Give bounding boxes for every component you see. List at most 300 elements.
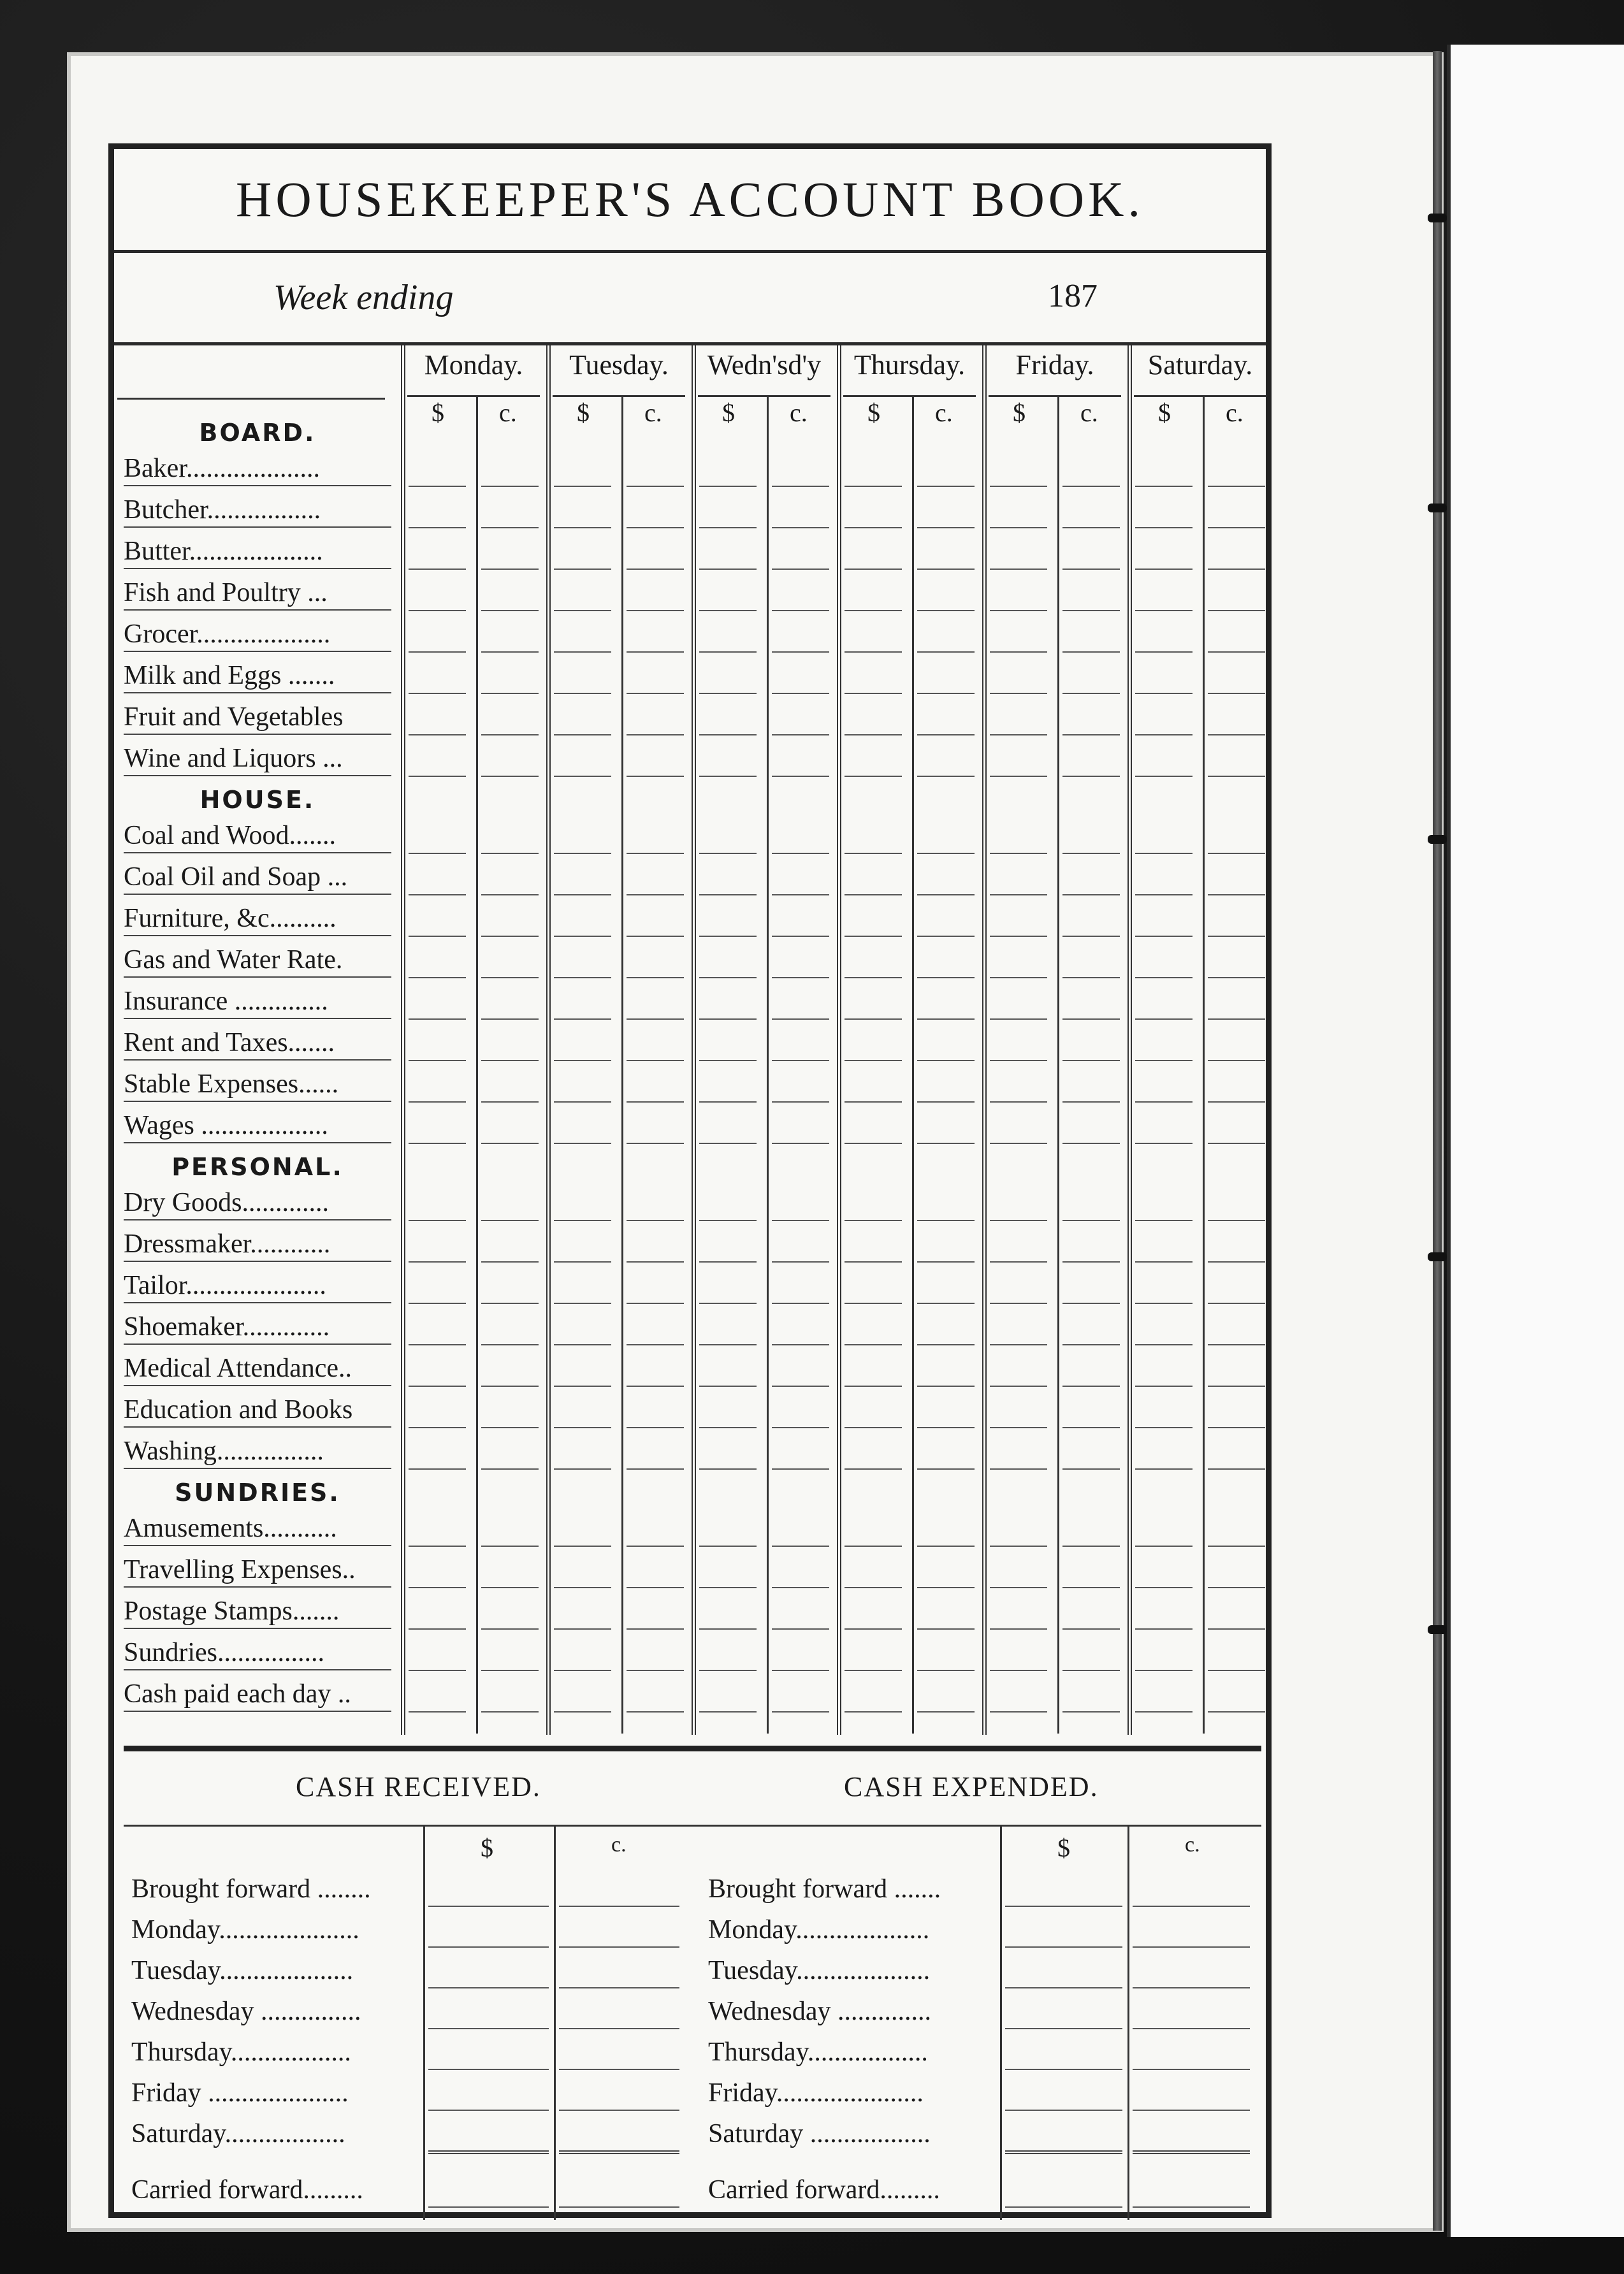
- dollar-entry-cell[interactable]: [554, 445, 611, 487]
- cents-entry-cell[interactable]: [1208, 1547, 1265, 1588]
- dollar-entry-cell[interactable]: [409, 1061, 466, 1103]
- dollar-entry-cell[interactable]: [990, 1061, 1047, 1103]
- cents-entry-cell[interactable]: [1208, 1428, 1265, 1470]
- dollar-entry-cell[interactable]: [699, 570, 757, 611]
- cents-entry-cell[interactable]: [1062, 854, 1120, 895]
- dollar-entry-cell[interactable]: [845, 487, 902, 528]
- dollar-entry-cell[interactable]: [699, 1505, 757, 1547]
- cents-entry-cell[interactable]: [917, 1180, 975, 1221]
- dollar-entry-cell[interactable]: [554, 611, 611, 653]
- cents-entry-cell[interactable]: [481, 611, 539, 653]
- cents-entry-cell[interactable]: [1208, 1505, 1265, 1547]
- cents-entry-cell[interactable]: [481, 1630, 539, 1671]
- cents-entry-cell[interactable]: [1062, 653, 1120, 694]
- dollar-entry-cell[interactable]: [409, 1505, 466, 1547]
- dollar-entry-cell[interactable]: [845, 1020, 902, 1061]
- cash-cents-cell[interactable]: [559, 2111, 679, 2154]
- cents-entry-cell[interactable]: [772, 487, 829, 528]
- dollar-entry-cell[interactable]: [990, 445, 1047, 487]
- dollar-entry-cell[interactable]: [554, 735, 611, 777]
- dollar-entry-cell[interactable]: [554, 528, 611, 570]
- dollar-entry-cell[interactable]: [845, 611, 902, 653]
- cents-entry-cell[interactable]: [1062, 1547, 1120, 1588]
- cents-entry-cell[interactable]: [1208, 445, 1265, 487]
- dollar-entry-cell[interactable]: [554, 694, 611, 735]
- dollar-entry-cell[interactable]: [1135, 570, 1193, 611]
- dollar-entry-cell[interactable]: [699, 854, 757, 895]
- cents-entry-cell[interactable]: [917, 1387, 975, 1428]
- dollar-entry-cell[interactable]: [990, 1547, 1047, 1588]
- cents-entry-cell[interactable]: [1062, 1345, 1120, 1387]
- dollar-entry-cell[interactable]: [845, 528, 902, 570]
- cents-entry-cell[interactable]: [627, 1345, 684, 1387]
- dollar-entry-cell[interactable]: [1135, 1345, 1193, 1387]
- cents-entry-cell[interactable]: [772, 1221, 829, 1263]
- dollar-entry-cell[interactable]: [845, 445, 902, 487]
- dollar-entry-cell[interactable]: [554, 813, 611, 854]
- cents-entry-cell[interactable]: [917, 1630, 975, 1671]
- dollar-entry-cell[interactable]: [699, 1345, 757, 1387]
- dollar-entry-cell[interactable]: [409, 1387, 466, 1428]
- cents-entry-cell[interactable]: [1062, 1061, 1120, 1103]
- dollar-entry-cell[interactable]: [845, 1103, 902, 1144]
- cents-entry-cell[interactable]: [481, 1547, 539, 1588]
- dollar-entry-cell[interactable]: [990, 1221, 1047, 1263]
- cents-entry-cell[interactable]: [1062, 1428, 1120, 1470]
- cents-entry-cell[interactable]: [772, 735, 829, 777]
- dollar-entry-cell[interactable]: [990, 854, 1047, 895]
- cash-dollar-cell[interactable]: [1005, 1988, 1122, 2029]
- dollar-entry-cell[interactable]: [990, 1505, 1047, 1547]
- dollar-entry-cell[interactable]: [845, 1630, 902, 1671]
- dollar-entry-cell[interactable]: [699, 1671, 757, 1713]
- cents-entry-cell[interactable]: [1062, 1020, 1120, 1061]
- dollar-entry-cell[interactable]: [409, 1588, 466, 1630]
- dollar-entry-cell[interactable]: [845, 1505, 902, 1547]
- dollar-entry-cell[interactable]: [699, 653, 757, 694]
- dollar-entry-cell[interactable]: [554, 978, 611, 1020]
- cents-entry-cell[interactable]: [481, 528, 539, 570]
- cents-entry-cell[interactable]: [627, 1505, 684, 1547]
- cents-entry-cell[interactable]: [917, 1103, 975, 1144]
- dollar-entry-cell[interactable]: [990, 1671, 1047, 1713]
- cents-entry-cell[interactable]: [627, 978, 684, 1020]
- dollar-entry-cell[interactable]: [409, 1221, 466, 1263]
- dollar-entry-cell[interactable]: [1135, 1547, 1193, 1588]
- cents-entry-cell[interactable]: [772, 528, 829, 570]
- cents-entry-cell[interactable]: [627, 1263, 684, 1304]
- cents-entry-cell[interactable]: [627, 611, 684, 653]
- dollar-entry-cell[interactable]: [1135, 1061, 1193, 1103]
- cash-dollar-cell[interactable]: [428, 2029, 549, 2070]
- dollar-entry-cell[interactable]: [409, 1263, 466, 1304]
- dollar-entry-cell[interactable]: [554, 1103, 611, 1144]
- dollar-entry-cell[interactable]: [409, 694, 466, 735]
- cash-cents-cell[interactable]: [559, 2070, 679, 2111]
- cents-entry-cell[interactable]: [917, 813, 975, 854]
- cents-entry-cell[interactable]: [917, 653, 975, 694]
- cents-entry-cell[interactable]: [917, 528, 975, 570]
- cents-entry-cell[interactable]: [772, 611, 829, 653]
- cents-entry-cell[interactable]: [917, 895, 975, 937]
- cash-cents-cell[interactable]: [559, 1907, 679, 1948]
- cents-entry-cell[interactable]: [481, 978, 539, 1020]
- dollar-entry-cell[interactable]: [554, 1221, 611, 1263]
- dollar-entry-cell[interactable]: [990, 611, 1047, 653]
- cents-entry-cell[interactable]: [627, 445, 684, 487]
- cents-entry-cell[interactable]: [772, 854, 829, 895]
- dollar-entry-cell[interactable]: [845, 1061, 902, 1103]
- cents-entry-cell[interactable]: [481, 1061, 539, 1103]
- dollar-entry-cell[interactable]: [554, 854, 611, 895]
- dollar-entry-cell[interactable]: [409, 1345, 466, 1387]
- cents-entry-cell[interactable]: [481, 1428, 539, 1470]
- cash-dollar-cell[interactable]: [1005, 1866, 1122, 1907]
- dollar-entry-cell[interactable]: [699, 1180, 757, 1221]
- dollar-entry-cell[interactable]: [990, 570, 1047, 611]
- cents-entry-cell[interactable]: [481, 1345, 539, 1387]
- cents-entry-cell[interactable]: [1208, 1671, 1265, 1713]
- dollar-entry-cell[interactable]: [409, 854, 466, 895]
- dollar-entry-cell[interactable]: [845, 813, 902, 854]
- dollar-entry-cell[interactable]: [1135, 978, 1193, 1020]
- cents-entry-cell[interactable]: [917, 978, 975, 1020]
- cents-entry-cell[interactable]: [627, 487, 684, 528]
- dollar-entry-cell[interactable]: [845, 653, 902, 694]
- cash-cents-cell[interactable]: [1133, 1907, 1250, 1948]
- dollar-entry-cell[interactable]: [699, 611, 757, 653]
- dollar-entry-cell[interactable]: [409, 895, 466, 937]
- dollar-entry-cell[interactable]: [554, 1588, 611, 1630]
- dollar-entry-cell[interactable]: [1135, 653, 1193, 694]
- dollar-entry-cell[interactable]: [554, 487, 611, 528]
- dollar-entry-cell[interactable]: [990, 1020, 1047, 1061]
- cents-entry-cell[interactable]: [481, 653, 539, 694]
- cents-entry-cell[interactable]: [772, 1345, 829, 1387]
- dollar-entry-cell[interactable]: [699, 735, 757, 777]
- dollar-entry-cell[interactable]: [1135, 937, 1193, 978]
- dollar-entry-cell[interactable]: [409, 611, 466, 653]
- cents-entry-cell[interactable]: [772, 978, 829, 1020]
- cents-entry-cell[interactable]: [481, 813, 539, 854]
- dollar-entry-cell[interactable]: [409, 1180, 466, 1221]
- dollar-entry-cell[interactable]: [554, 570, 611, 611]
- cents-entry-cell[interactable]: [772, 1103, 829, 1144]
- cents-entry-cell[interactable]: [917, 1547, 975, 1588]
- dollar-entry-cell[interactable]: [554, 1671, 611, 1713]
- dollar-entry-cell[interactable]: [699, 813, 757, 854]
- cents-entry-cell[interactable]: [917, 1304, 975, 1345]
- dollar-entry-cell[interactable]: [990, 1387, 1047, 1428]
- dollar-entry-cell[interactable]: [699, 1630, 757, 1671]
- dollar-entry-cell[interactable]: [554, 1387, 611, 1428]
- cents-entry-cell[interactable]: [917, 1428, 975, 1470]
- cents-entry-cell[interactable]: [1062, 694, 1120, 735]
- dollar-entry-cell[interactable]: [990, 1304, 1047, 1345]
- cash-cents-cell[interactable]: [1133, 1948, 1250, 1988]
- cents-entry-cell[interactable]: [917, 570, 975, 611]
- dollar-entry-cell[interactable]: [409, 445, 466, 487]
- dollar-entry-cell[interactable]: [554, 1180, 611, 1221]
- dollar-entry-cell[interactable]: [845, 1387, 902, 1428]
- cash-cents-cell[interactable]: [559, 2029, 679, 2070]
- dollar-entry-cell[interactable]: [699, 1061, 757, 1103]
- dollar-entry-cell[interactable]: [1135, 854, 1193, 895]
- dollar-entry-cell[interactable]: [554, 937, 611, 978]
- dollar-entry-cell[interactable]: [845, 1263, 902, 1304]
- cents-entry-cell[interactable]: [1208, 1263, 1265, 1304]
- cents-entry-cell[interactable]: [481, 1020, 539, 1061]
- cents-entry-cell[interactable]: [627, 528, 684, 570]
- cents-entry-cell[interactable]: [1208, 1630, 1265, 1671]
- dollar-entry-cell[interactable]: [409, 1547, 466, 1588]
- dollar-entry-cell[interactable]: [699, 1588, 757, 1630]
- dollar-entry-cell[interactable]: [845, 1671, 902, 1713]
- dollar-entry-cell[interactable]: [1135, 528, 1193, 570]
- cents-entry-cell[interactable]: [917, 1020, 975, 1061]
- dollar-entry-cell[interactable]: [845, 978, 902, 1020]
- dollar-entry-cell[interactable]: [699, 895, 757, 937]
- dollar-entry-cell[interactable]: [990, 528, 1047, 570]
- cents-entry-cell[interactable]: [627, 1588, 684, 1630]
- cents-entry-cell[interactable]: [627, 735, 684, 777]
- cents-entry-cell[interactable]: [772, 1428, 829, 1470]
- cents-entry-cell[interactable]: [481, 487, 539, 528]
- cents-entry-cell[interactable]: [917, 1263, 975, 1304]
- cents-entry-cell[interactable]: [917, 611, 975, 653]
- dollar-entry-cell[interactable]: [699, 694, 757, 735]
- dollar-entry-cell[interactable]: [699, 1304, 757, 1345]
- dollar-entry-cell[interactable]: [409, 1020, 466, 1061]
- dollar-entry-cell[interactable]: [554, 1505, 611, 1547]
- cents-entry-cell[interactable]: [1062, 1221, 1120, 1263]
- cash-dollar-cell[interactable]: [428, 1948, 549, 1988]
- cents-entry-cell[interactable]: [1208, 611, 1265, 653]
- cents-entry-cell[interactable]: [1062, 978, 1120, 1020]
- cents-entry-cell[interactable]: [627, 1020, 684, 1061]
- cents-entry-cell[interactable]: [917, 1061, 975, 1103]
- cents-entry-cell[interactable]: [772, 1020, 829, 1061]
- cents-entry-cell[interactable]: [1062, 813, 1120, 854]
- cents-entry-cell[interactable]: [772, 1263, 829, 1304]
- cents-entry-cell[interactable]: [1208, 694, 1265, 735]
- cash-cents-cell[interactable]: [1133, 1988, 1250, 2029]
- cents-entry-cell[interactable]: [1062, 1103, 1120, 1144]
- cents-entry-cell[interactable]: [917, 1588, 975, 1630]
- cents-entry-cell[interactable]: [627, 1304, 684, 1345]
- cents-entry-cell[interactable]: [1062, 1630, 1120, 1671]
- dollar-entry-cell[interactable]: [409, 1428, 466, 1470]
- dollar-entry-cell[interactable]: [1135, 611, 1193, 653]
- cents-entry-cell[interactable]: [627, 570, 684, 611]
- cash-cents-cell[interactable]: [1133, 2111, 1250, 2154]
- cents-entry-cell[interactable]: [772, 1061, 829, 1103]
- dollar-entry-cell[interactable]: [845, 854, 902, 895]
- dollar-entry-cell[interactable]: [990, 1428, 1047, 1470]
- cents-entry-cell[interactable]: [1208, 1588, 1265, 1630]
- cents-entry-cell[interactable]: [1208, 895, 1265, 937]
- dollar-entry-cell[interactable]: [1135, 1671, 1193, 1713]
- cents-entry-cell[interactable]: [627, 1180, 684, 1221]
- cents-entry-cell[interactable]: [1062, 895, 1120, 937]
- cents-entry-cell[interactable]: [772, 1505, 829, 1547]
- cents-entry-cell[interactable]: [1062, 487, 1120, 528]
- dollar-entry-cell[interactable]: [699, 1428, 757, 1470]
- dollar-entry-cell[interactable]: [554, 1304, 611, 1345]
- dollar-entry-cell[interactable]: [554, 1020, 611, 1061]
- dollar-entry-cell[interactable]: [845, 1345, 902, 1387]
- cents-entry-cell[interactable]: [917, 694, 975, 735]
- dollar-entry-cell[interactable]: [699, 1103, 757, 1144]
- cents-entry-cell[interactable]: [1062, 1304, 1120, 1345]
- cents-entry-cell[interactable]: [627, 1221, 684, 1263]
- cents-entry-cell[interactable]: [1062, 937, 1120, 978]
- dollar-entry-cell[interactable]: [1135, 694, 1193, 735]
- dollar-entry-cell[interactable]: [699, 937, 757, 978]
- cents-entry-cell[interactable]: [1208, 487, 1265, 528]
- dollar-entry-cell[interactable]: [699, 1263, 757, 1304]
- dollar-entry-cell[interactable]: [699, 1547, 757, 1588]
- dollar-entry-cell[interactable]: [990, 487, 1047, 528]
- cents-entry-cell[interactable]: [1208, 1180, 1265, 1221]
- dollar-entry-cell[interactable]: [990, 1180, 1047, 1221]
- cents-entry-cell[interactable]: [481, 570, 539, 611]
- cash-dollar-cell[interactable]: [428, 2111, 549, 2154]
- cents-entry-cell[interactable]: [627, 1061, 684, 1103]
- dollar-entry-cell[interactable]: [554, 1630, 611, 1671]
- cents-entry-cell[interactable]: [1208, 1387, 1265, 1428]
- cash-dollar-cell[interactable]: [1005, 2070, 1122, 2111]
- cents-entry-cell[interactable]: [1208, 653, 1265, 694]
- dollar-entry-cell[interactable]: [1135, 1180, 1193, 1221]
- cash-cents-cell[interactable]: [559, 1948, 679, 1988]
- dollar-entry-cell[interactable]: [409, 528, 466, 570]
- cents-entry-cell[interactable]: [481, 1221, 539, 1263]
- cents-entry-cell[interactable]: [917, 487, 975, 528]
- cents-entry-cell[interactable]: [1208, 937, 1265, 978]
- cents-entry-cell[interactable]: [1208, 528, 1265, 570]
- cents-entry-cell[interactable]: [772, 1304, 829, 1345]
- dollar-entry-cell[interactable]: [1135, 1387, 1193, 1428]
- cents-entry-cell[interactable]: [1062, 1180, 1120, 1221]
- dollar-entry-cell[interactable]: [845, 1588, 902, 1630]
- cents-entry-cell[interactable]: [1062, 1505, 1120, 1547]
- dollar-entry-cell[interactable]: [990, 694, 1047, 735]
- dollar-entry-cell[interactable]: [845, 1428, 902, 1470]
- cents-entry-cell[interactable]: [481, 1588, 539, 1630]
- cents-entry-cell[interactable]: [481, 1505, 539, 1547]
- cents-entry-cell[interactable]: [1208, 854, 1265, 895]
- dollar-entry-cell[interactable]: [409, 1671, 466, 1713]
- cents-entry-cell[interactable]: [1208, 1221, 1265, 1263]
- dollar-entry-cell[interactable]: [990, 1103, 1047, 1144]
- dollar-entry-cell[interactable]: [990, 653, 1047, 694]
- dollar-entry-cell[interactable]: [990, 1630, 1047, 1671]
- cents-entry-cell[interactable]: [1062, 445, 1120, 487]
- dollar-entry-cell[interactable]: [845, 895, 902, 937]
- dollar-entry-cell[interactable]: [990, 937, 1047, 978]
- cents-entry-cell[interactable]: [627, 1547, 684, 1588]
- cents-entry-cell[interactable]: [772, 1387, 829, 1428]
- dollar-entry-cell[interactable]: [990, 1588, 1047, 1630]
- dollar-entry-cell[interactable]: [699, 978, 757, 1020]
- cents-entry-cell[interactable]: [917, 854, 975, 895]
- cents-entry-cell[interactable]: [772, 895, 829, 937]
- cents-entry-cell[interactable]: [1208, 570, 1265, 611]
- dollar-entry-cell[interactable]: [845, 1221, 902, 1263]
- cents-entry-cell[interactable]: [917, 1221, 975, 1263]
- dollar-entry-cell[interactable]: [409, 1304, 466, 1345]
- cents-entry-cell[interactable]: [627, 895, 684, 937]
- cash-dollar-cell[interactable]: [1005, 2111, 1122, 2154]
- cents-entry-cell[interactable]: [772, 1180, 829, 1221]
- cents-entry-cell[interactable]: [1208, 1345, 1265, 1387]
- dollar-entry-cell[interactable]: [845, 1547, 902, 1588]
- cents-entry-cell[interactable]: [772, 1630, 829, 1671]
- cents-entry-cell[interactable]: [481, 735, 539, 777]
- dollar-entry-cell[interactable]: [1135, 1588, 1193, 1630]
- cents-entry-cell[interactable]: [627, 1387, 684, 1428]
- cents-entry-cell[interactable]: [1208, 1020, 1265, 1061]
- cents-entry-cell[interactable]: [1062, 1671, 1120, 1713]
- cents-entry-cell[interactable]: [627, 694, 684, 735]
- dollar-entry-cell[interactable]: [699, 1221, 757, 1263]
- cents-entry-cell[interactable]: [481, 1180, 539, 1221]
- cents-entry-cell[interactable]: [917, 937, 975, 978]
- dollar-entry-cell[interactable]: [845, 1180, 902, 1221]
- dollar-entry-cell[interactable]: [554, 1061, 611, 1103]
- cents-entry-cell[interactable]: [772, 1547, 829, 1588]
- cents-entry-cell[interactable]: [1208, 1061, 1265, 1103]
- dollar-entry-cell[interactable]: [409, 1103, 466, 1144]
- cents-entry-cell[interactable]: [772, 937, 829, 978]
- cents-entry-cell[interactable]: [627, 1428, 684, 1470]
- dollar-entry-cell[interactable]: [1135, 1505, 1193, 1547]
- dollar-entry-cell[interactable]: [845, 694, 902, 735]
- cents-entry-cell[interactable]: [627, 653, 684, 694]
- cents-entry-cell[interactable]: [481, 1304, 539, 1345]
- cents-entry-cell[interactable]: [772, 813, 829, 854]
- dollar-entry-cell[interactable]: [554, 1547, 611, 1588]
- cents-entry-cell[interactable]: [917, 445, 975, 487]
- dollar-entry-cell[interactable]: [1135, 813, 1193, 854]
- cents-entry-cell[interactable]: [917, 735, 975, 777]
- dollar-entry-cell[interactable]: [845, 570, 902, 611]
- dollar-entry-cell[interactable]: [554, 1345, 611, 1387]
- cents-entry-cell[interactable]: [1062, 570, 1120, 611]
- dollar-entry-cell[interactable]: [409, 487, 466, 528]
- dollar-entry-cell[interactable]: [1135, 487, 1193, 528]
- cash-cents-cell[interactable]: [1133, 2070, 1250, 2111]
- cash-cents-cell[interactable]: [559, 1866, 679, 1907]
- cents-entry-cell[interactable]: [917, 1505, 975, 1547]
- dollar-entry-cell[interactable]: [409, 1630, 466, 1671]
- dollar-entry-cell[interactable]: [990, 735, 1047, 777]
- dollar-entry-cell[interactable]: [990, 978, 1047, 1020]
- cash-cents-cell[interactable]: [1133, 2029, 1250, 2070]
- cents-entry-cell[interactable]: [1062, 1387, 1120, 1428]
- dollar-entry-cell[interactable]: [409, 813, 466, 854]
- cash-cents-cell[interactable]: [559, 2167, 679, 2208]
- dollar-entry-cell[interactable]: [409, 570, 466, 611]
- dollar-entry-cell[interactable]: [1135, 1304, 1193, 1345]
- dollar-entry-cell[interactable]: [699, 1020, 757, 1061]
- dollar-entry-cell[interactable]: [409, 978, 466, 1020]
- cash-cents-cell[interactable]: [559, 1988, 679, 2029]
- dollar-entry-cell[interactable]: [409, 735, 466, 777]
- cents-entry-cell[interactable]: [481, 895, 539, 937]
- cents-entry-cell[interactable]: [772, 1671, 829, 1713]
